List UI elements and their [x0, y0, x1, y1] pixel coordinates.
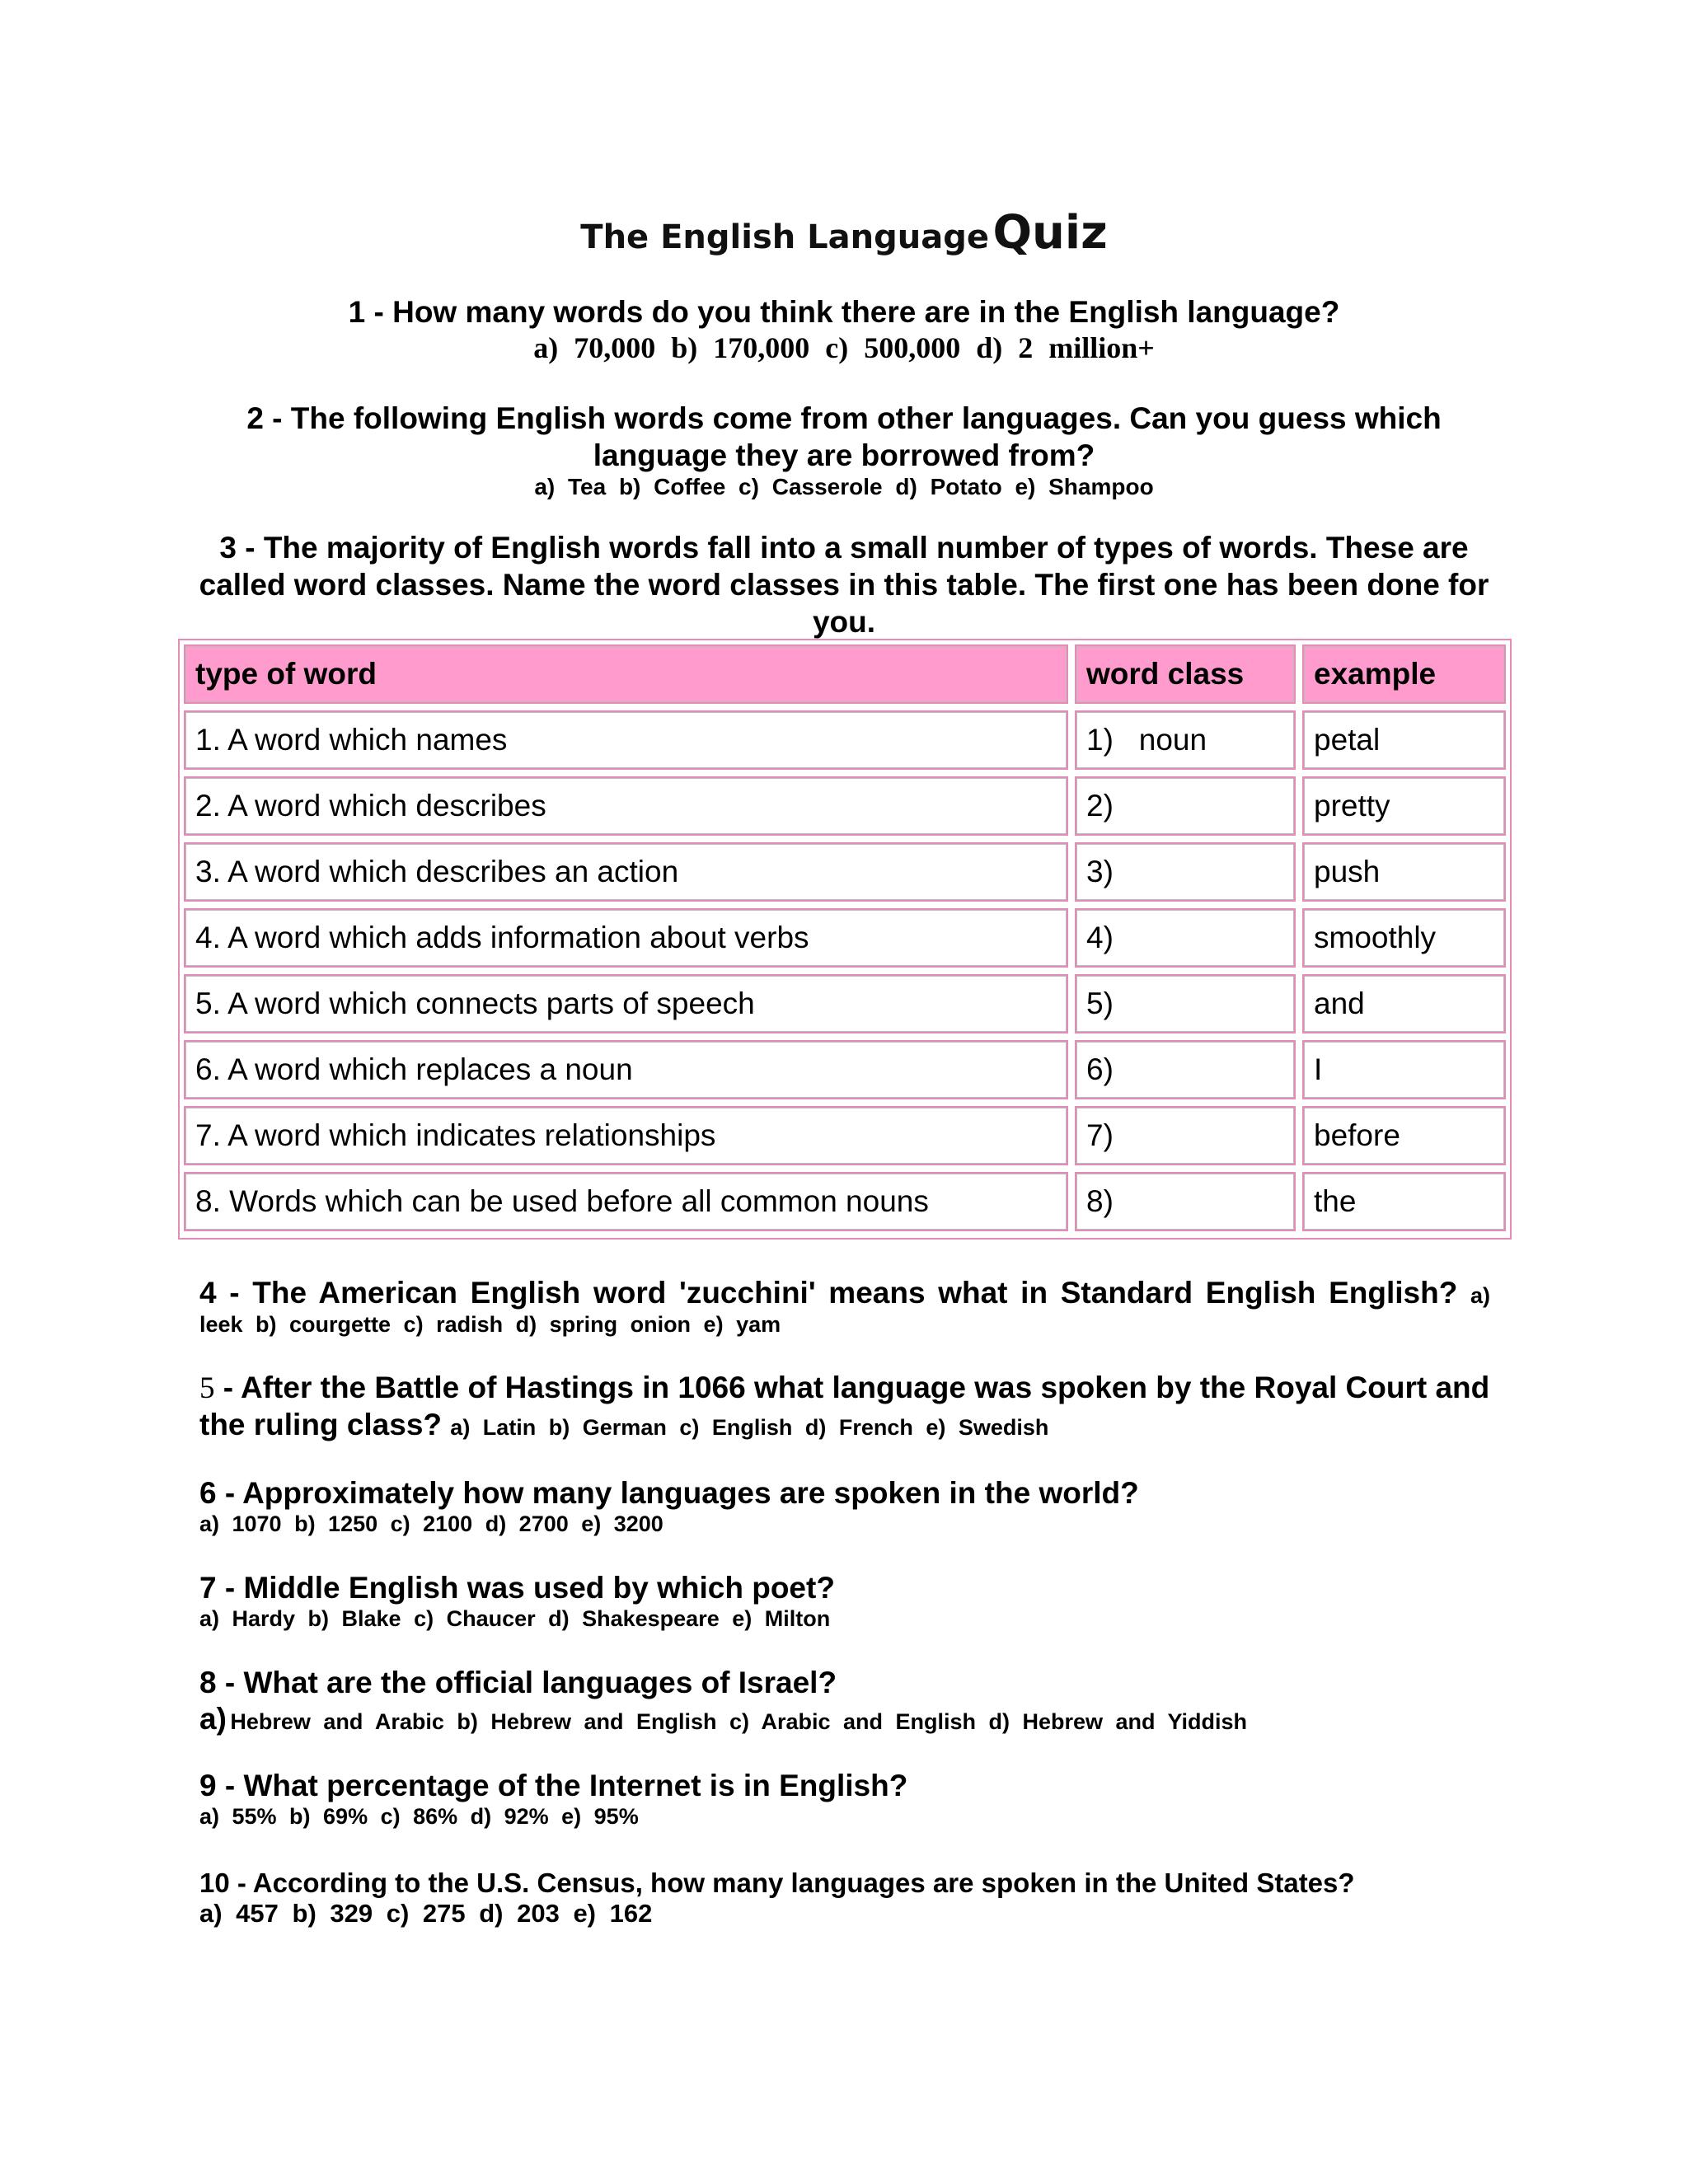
question-4-options: leek b) courgette c) radish d) spring onion e) yam [199, 1312, 781, 1337]
cell-word-class: 3) [1075, 842, 1296, 902]
cell-word-class: 4) [1075, 908, 1296, 968]
question-5-text: - After the Battle of Hastings in 1066 what language was spoken by the Royal Court and the ruling class? [199, 1371, 1490, 1441]
cell-word-class: 1) noun [1075, 710, 1296, 770]
cell-word-class: 6) [1075, 1040, 1296, 1099]
cell-word-class: 8) [1075, 1172, 1296, 1231]
question-8-option-a-label: a) [199, 1702, 227, 1736]
question-7 [199, 1570, 1490, 1632]
question-5-number: 5 [199, 1371, 215, 1405]
page-title [0, 206, 1688, 260]
cell-example: and [1302, 974, 1506, 1033]
table-row [184, 776, 1506, 836]
question-7-text: 7 - Middle English was used by which poet? [199, 1571, 835, 1605]
question-9-text: 9 - What percentage of the Internet is in English? [199, 1769, 908, 1802]
question-1-options: a) 70,000 b) 170,000 c) 500,000 d) 2 million+ [533, 331, 1155, 364]
table-row [184, 710, 1506, 770]
table-row [184, 974, 1506, 1033]
question-10-text: 10 - According to the U.S. Census, how many languages are spoken in the United States? [199, 1868, 1355, 1898]
question-9 [199, 1768, 1490, 1830]
question-10-options: a) 457 b) 329 c) 275 d) 203 e) 162 [199, 1899, 653, 1928]
cell-example: push [1302, 842, 1506, 902]
header-type-of-word: type of word [184, 644, 1068, 704]
question-2-options: a) Tea b) Coffee c) Casserole d) Potato e) Shampoo [534, 474, 1154, 499]
header-example: example [1302, 644, 1506, 704]
question-8 [199, 1665, 1490, 1737]
cell-type: 2. A word which describes [184, 776, 1068, 836]
cell-example: smoothly [1302, 908, 1506, 968]
question-3 [188, 529, 1500, 640]
table-row [184, 1172, 1506, 1231]
question-6 [199, 1475, 1490, 1537]
cell-word-class: 7) [1075, 1106, 1296, 1165]
cell-example: before [1302, 1106, 1506, 1165]
table-row [184, 1106, 1506, 1165]
title-quiz-word: Quiz [992, 206, 1108, 260]
question-5 [199, 1370, 1490, 1446]
question-1 [190, 293, 1498, 365]
cell-type: 7. A word which indicates relationships [184, 1106, 1068, 1165]
question-4 [199, 1275, 1490, 1338]
table-header-row [184, 644, 1506, 704]
question-4-line [199, 1275, 1490, 1314]
cell-type: 4. A word which adds information about verbs [184, 908, 1068, 968]
question-7-options: a) Hardy b) Blake c) Chaucer d) Shakespeare e) Milton [199, 1606, 831, 1631]
cell-type: 3. A word which describes an action [184, 842, 1068, 902]
table-row [184, 1040, 1506, 1099]
question-9-options: a) 55% b) 69% c) 86% d) 92% e) 95% [199, 1804, 639, 1829]
question-10 [199, 1868, 1490, 1929]
table-row [184, 908, 1506, 968]
cell-example: I [1302, 1040, 1506, 1099]
table-row [184, 842, 1506, 902]
question-6-options: a) 1070 b) 1250 c) 2100 d) 2700 e) 3200 [199, 1511, 663, 1536]
question-3-text: 3 - The majority of English words fall into a small number of types of words. These are called word classes. Name the word classes in this table. The first one has been done for you. [199, 531, 1489, 639]
cell-word-class: 5) [1075, 974, 1296, 1033]
question-2 [190, 400, 1498, 500]
question-8-options-line [199, 1701, 1490, 1737]
cell-type: 1. A word which names [184, 710, 1068, 770]
cell-example: the [1302, 1172, 1506, 1231]
question-1-text: 1 - How many words do you think there are in the English language? [348, 295, 1340, 329]
question-4-text: 4 - The American English word 'zucchini' means what in Standard English English? [199, 1276, 1458, 1310]
cell-type: 5. A word which connects parts of speech [184, 974, 1068, 1033]
question-5-line [199, 1370, 1490, 1446]
question-8-options: Hebrew and Arabic b) Hebrew and English c) Arabic and English d) Hebrew and Yiddish [230, 1709, 1248, 1734]
cell-example: pretty [1302, 776, 1506, 836]
cell-type: 8. Words which can be used before all common nouns [184, 1172, 1068, 1231]
question-6-text: 6 - Approximately how many languages are spoken in the world? [199, 1476, 1139, 1510]
cell-word-class: 2) [1075, 776, 1296, 836]
title-text: The English Language [580, 218, 989, 256]
word-class-table [178, 639, 1512, 1240]
question-5-options: a) Latin b) German c) English d) French e) Swedish [450, 1415, 1049, 1440]
question-4-option-a-label: a) [1470, 1283, 1491, 1308]
question-2-text: 2 - The following English words come from other languages. Can you guess which language they are borrowed from? [246, 401, 1442, 472]
cell-type: 6. A word which replaces a noun [184, 1040, 1068, 1099]
header-word-class: word class [1075, 644, 1296, 704]
question-8-text: 8 - What are the official languages of Israel? [199, 1666, 837, 1699]
cell-example: petal [1302, 710, 1506, 770]
